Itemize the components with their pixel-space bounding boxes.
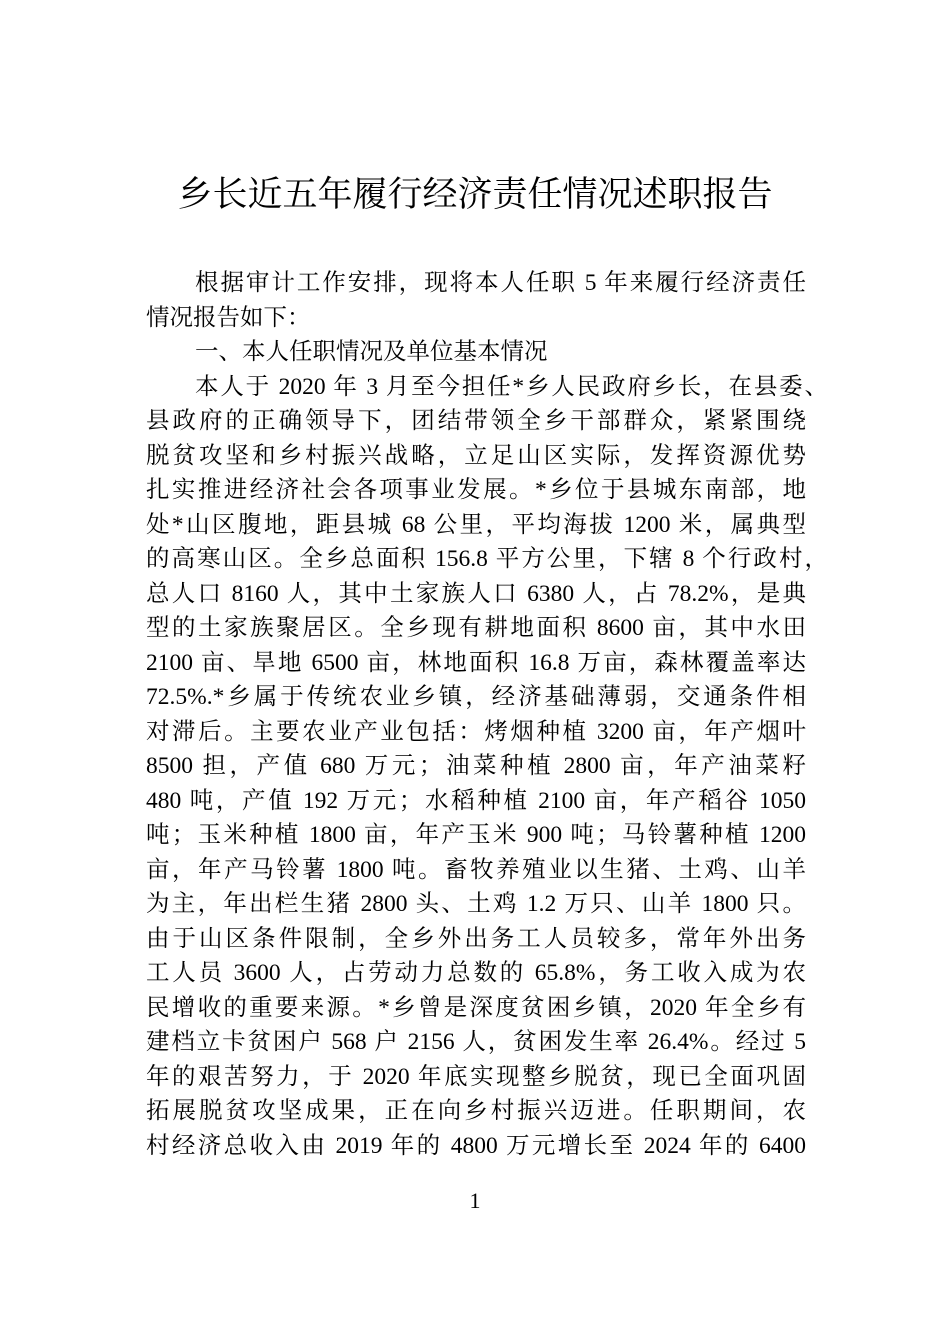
text-line: 年的艰苦努力，于 2020 年底实现整乡脱贫，现已全面巩固 [146, 1063, 806, 1090]
text-line: 对滞后。主要农业产业包括：烤烟种植 3200 亩，年产烟叶 [146, 718, 806, 745]
text-line: 拓展脱贫攻坚成果，正在向乡村振兴迈进。任职期间，农 [146, 1098, 806, 1124]
text-line: 型的土家族聚居区。全乡现有耕地面积 8600 亩，其中水田 [146, 615, 806, 641]
text-line: 情况报告如下： [146, 304, 311, 331]
text-line: 72.5%.*乡属于传统农业乡镇，经济基础薄弱，交通条件相 [146, 684, 806, 710]
text-line: 根据审计工作安排，现将本人任职 5 年来履行经济责任 [195, 270, 806, 296]
text-line: 县政府的正确领导下，团结带领全乡干部群众，紧紧围绕 [146, 408, 806, 434]
text-line: 民增收的重要来源。*乡曾是深度贫困乡镇，2020 年全乡有 [146, 994, 806, 1021]
text-line: 亩，年产马铃薯 1800 吨。畜牧养殖业以生猪、土鸡、山羊 [146, 856, 806, 883]
text-line: 村经济总收入由 2019 年的 4800 万元增长至 2024 年的 6400 [146, 1132, 806, 1159]
text-line: 由于山区条件限制，全乡外出务工人员较多，常年外出务 [146, 925, 806, 952]
section-heading: 一、本人任职情况及单位基本情况 [195, 339, 548, 365]
text-line: 扎实推进经济社会各项事业发展。*乡位于县城东南部，地 [146, 477, 806, 503]
text-line: 处*山区腹地，距县城 68 公里，平均海拔 1200 米，属典型 [146, 511, 806, 538]
text-line: 吨；玉米种植 1800 亩，年产玉米 900 吨；马铃薯种植 1200 [146, 822, 806, 848]
document-title: 乡长近五年履行经济责任情况述职报告 [177, 175, 773, 214]
text-line: 脱贫攻坚和乡村振兴战略，立足山区实际，发挥资源优势 [146, 442, 806, 469]
text-line: 工人员 3600 人，占劳动力总数的 65.8%，务工收入成为农 [146, 960, 806, 986]
text-line: 2100 亩、旱地 6500 亩，林地面积 16.8 万亩，森林覆盖率达 [146, 649, 806, 676]
text-line: 总人口 8160 人，其中土家族人口 6380 人，占 78.2%，是典 [146, 580, 806, 607]
document-body [146, 266, 828, 1163]
text-line: 8500 担，产值 680 万元；油菜种植 2800 亩，年产油菜籽 [146, 753, 806, 779]
text-line: 建档立卡贫困户 568 户 2156 人，贫困发生率 26.4%。经过 5 [146, 1029, 806, 1055]
text-line: 480 吨，产值 192 万元；水稻种植 2100 亩，年产稻谷 1050 [146, 787, 806, 814]
text-line: 的高寒山区。全乡总面积 156.8 平方公里，下辖 8 个行政村， [146, 546, 828, 572]
text-line: 本人于 2020 年 3 月至今担任*乡人民政府乡长，在县委、 [195, 373, 828, 400]
text-line: 为主，年出栏生猪 2800 头、土鸡 1.2 万只、山羊 1800 只。 [146, 891, 806, 917]
page-number: 1 [469, 1188, 481, 1213]
